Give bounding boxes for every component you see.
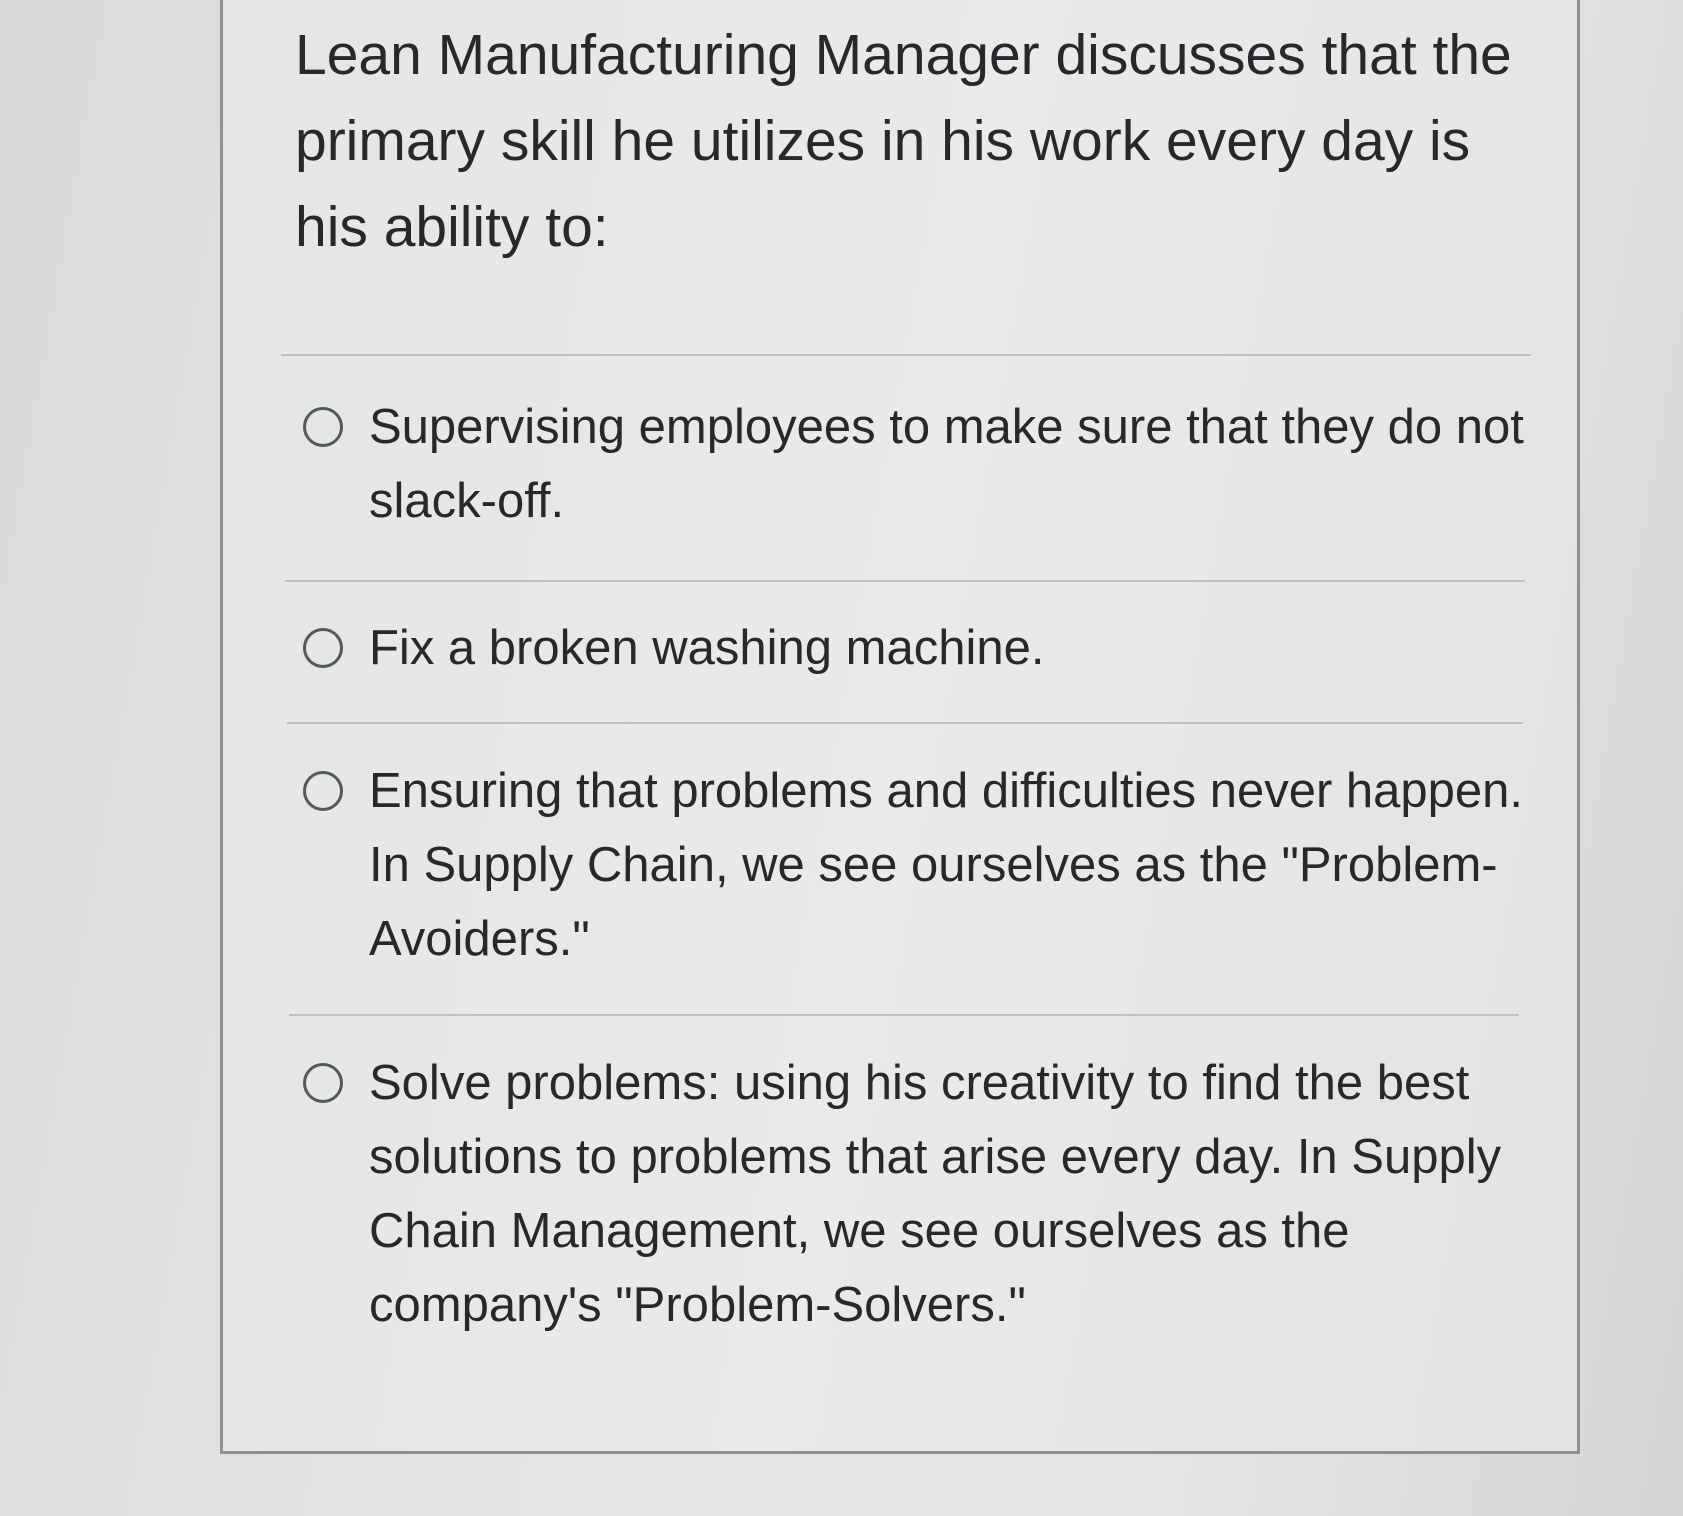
radio-button-3[interactable] [303,771,343,811]
answer-option-2[interactable] [303,611,1533,685]
divider [281,354,1531,356]
answer-option-3[interactable] [303,754,1533,976]
question-card [220,0,1580,1454]
answer-option-4-label[interactable]: Solve problems: using his creativity to find the best solutions to problems that arise every day. In Supply Chain Management, we see ourselves as the company's "Problem-Solvers." [369,1056,1502,1332]
radio-button-1[interactable] [303,407,343,447]
divider [289,1014,1519,1016]
answer-option-3-label[interactable]: Ensuring that problems and difficulties never happen. In Supply Chain, we see ourselves as the "Problem-Avoiders." [369,764,1524,966]
radio-button-2[interactable] [303,628,343,668]
answer-option-1-label[interactable]: Supervising employees to make sure that they do not slack-off. [369,400,1524,528]
divider [287,722,1523,724]
question-text: Lean Manufacturing Manager discusses that the primary skill he utilizes in his work every day is his ability to: [295,23,1512,259]
answer-option-1[interactable] [303,390,1533,538]
divider [285,580,1525,582]
radio-button-4[interactable] [303,1063,343,1103]
answer-option-2-label[interactable]: Fix a broken washing machine. [369,621,1045,675]
answer-option-4[interactable] [303,1046,1533,1342]
